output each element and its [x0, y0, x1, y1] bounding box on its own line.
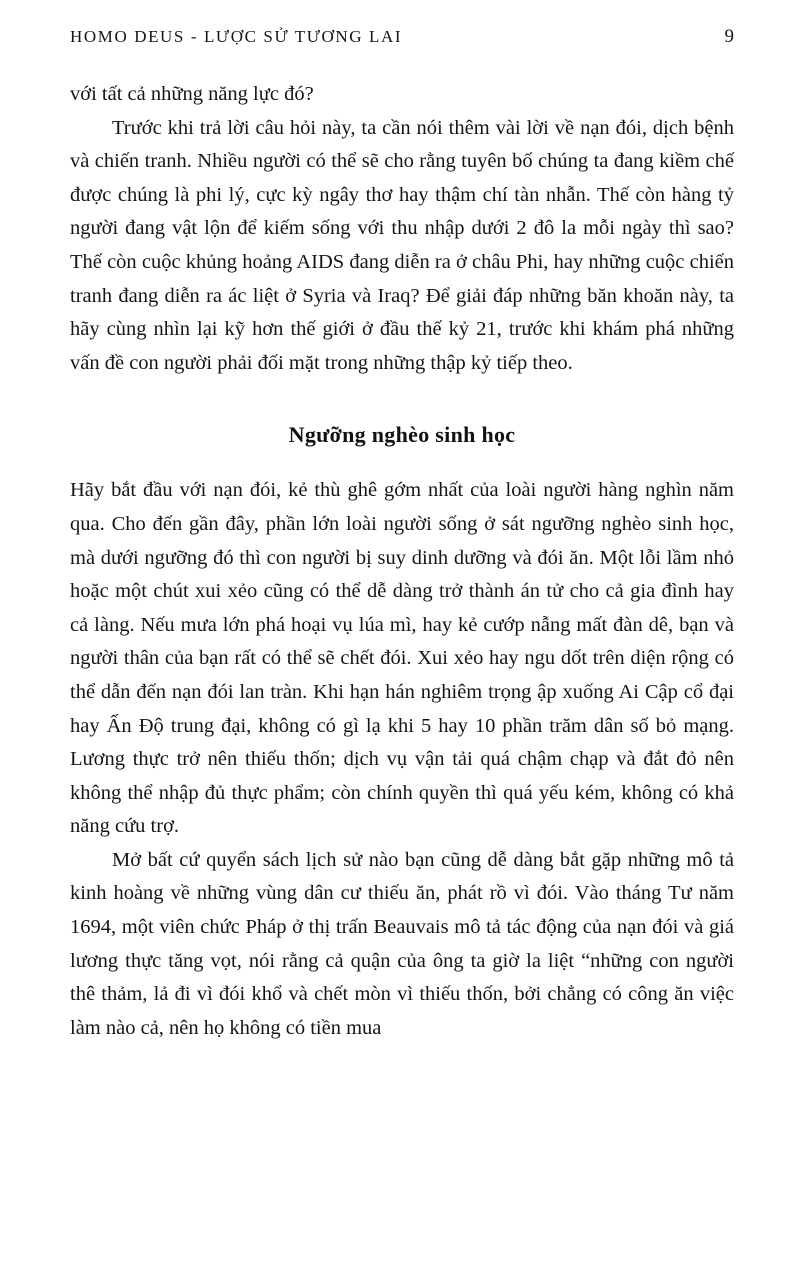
page-number: 9: [724, 26, 734, 47]
paragraph-famine: Hãy bắt đầu với nạn đói, kẻ thù ghê gớm nhất của loài người hàng nghìn năm qua. Cho đến gần đây, phần lớn loài người sống ở sát ngưỡng nghèo sinh học, mà dưới ngưỡng đó thì con người bị suy dinh dưỡng và đói ăn. Một lỗi lầm nhỏ hoặc một chút xui xẻo cũng có thể dễ dàng trở thành án tử cho cả gia đình hay cả làng. Nếu mưa lớn phá hoại vụ lúa mì, hay kẻ cướp nẫng mất đàn dê, bạn và người thân của bạn rất có thể sẽ chết đói. Xui xẻo hay ngu dốt trên diện rộng có thể dẫn đến nạn đói lan tràn. Khi hạn hán nghiêm trọng ập xuống Ai Cập cổ đại hay Ấn Độ trung đại, không có gì lạ khi 5 hay 10 phần trăm dân số bỏ mạng. Lương thực trở nên thiếu thốn; dịch vụ vận tải quá chậm chạp và đắt đỏ nên không thể nhập đủ thực phẩm; còn chính quyền thì quá yếu kém, không có khả năng cứu trợ.: [70, 479, 734, 838]
page-body: [70, 78, 734, 1045]
paragraph-history: Mở bất cứ quyển sách lịch sử nào bạn cũng dễ dàng bắt gặp những mô tả kinh hoàng về những vùng dân cư thiếu ăn, phát rồ vì đói. Vào tháng Tư năm 1694, một viên chức Pháp ở thị trấn Beauvais mô tả tác động của nạn đói và giá lương thực tăng vọt, nói rằng cả quận của ông ta giờ la liệt “những con người thê thảm, lả đi vì đói khổ và chết mòn vì thiếu thốn, bởi chẳng có công ăn việc làm nào cả, nên họ không có tiền mua: [70, 848, 734, 1039]
running-header-title: HOMO DEUS - LƯỢC SỬ TƯƠNG LAI: [70, 27, 403, 46]
running-header: [70, 26, 734, 48]
paragraph-intro: Trước khi trả lời câu hỏi này, ta cần nói thêm vài lời về nạn đói, dịch bệnh và chiến tranh. Nhiều người có thể sẽ cho rằng tuyên bố chúng ta đang kiềm chế được chúng là phi lý, cực kỳ ngây thơ hay thậm chí tàn nhẫn. Thế còn hàng tỷ người đang vật lộn để kiếm sống với thu nhập dưới 2 đô la mỗi ngày thì sao? Thế còn cuộc khủng hoảng AIDS đang diễn ra ở châu Phi, hay những cuộc chiến tranh đang diễn ra ác liệt ở Syria và Iraq? Để giải đáp những băn khoăn này, ta hãy cùng nhìn lại kỹ hơn thế giới ở đầu thế kỷ 21, trước khi khám phá những vấn đề con người phải đối mặt trong những thập kỷ tiếp theo.: [70, 116, 734, 374]
paragraph-continuation: với tất cả những năng lực đó?: [70, 83, 314, 105]
section-heading: Ngưỡng nghèo sinh học: [288, 422, 516, 448]
